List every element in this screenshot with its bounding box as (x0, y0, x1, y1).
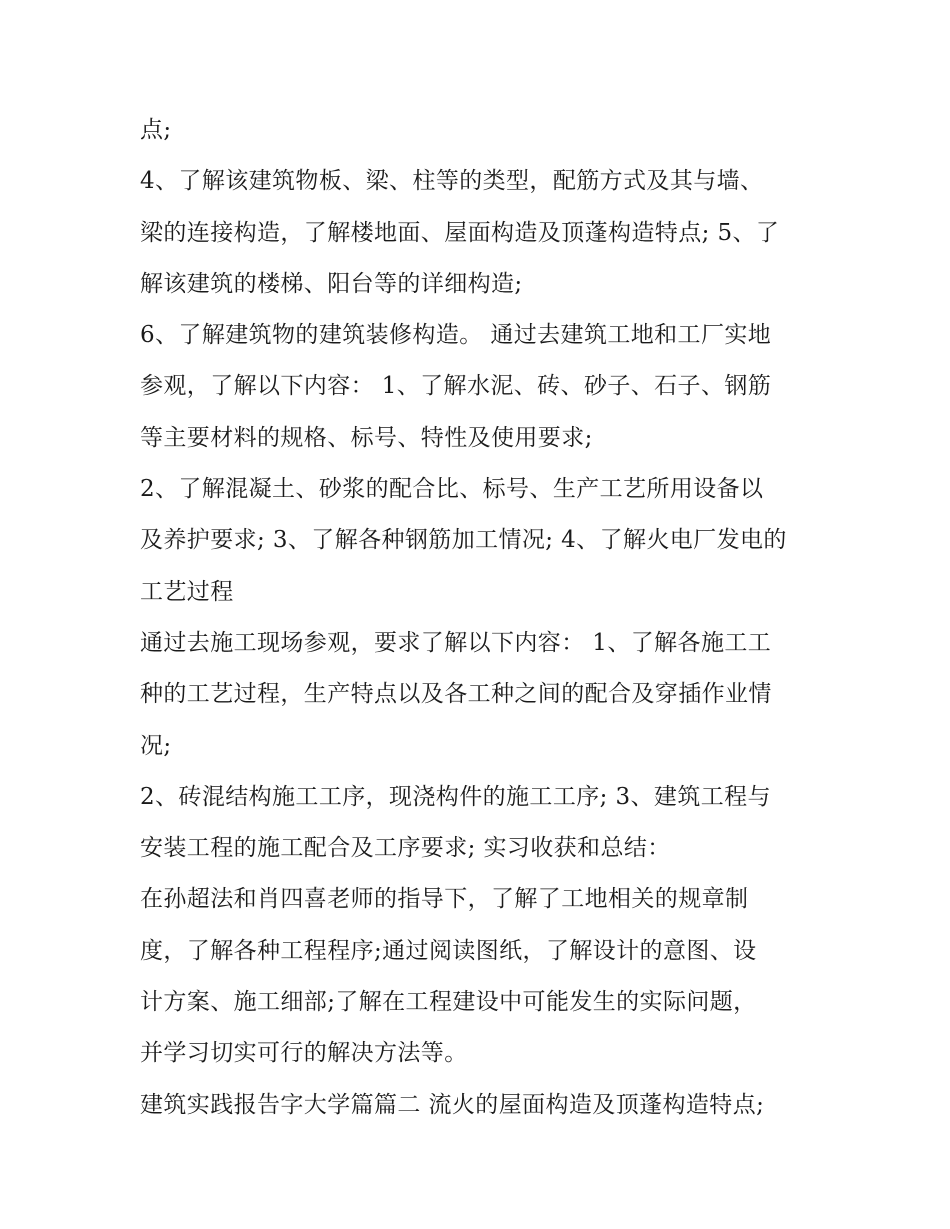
text-line: 2、砖混结构施工工序，现浇构件的施工工序; 3、建筑工程与 (140, 783, 771, 810)
document-body (140, 105, 820, 1131)
text-line: 度，了解各种工程程序;通过阅读图纸，了解设计的意图、设 (140, 937, 757, 964)
text-line: 6、了解建筑物的建筑装修构造。 通过去建筑工地和工厂实地 (140, 322, 772, 349)
text-line: 建筑实践报告字大学篇篇二 流火的屋面构造及顶蓬构造特点; (140, 1091, 765, 1118)
text-line: 安装工程的施工配合及工序要求; 实习收获和总结： (140, 835, 671, 862)
text-line: 况; (140, 732, 172, 759)
text-line: 4、了解该建筑物板、梁、柱等的类型，配筋方式及其与墙、 (140, 168, 764, 195)
text-line: 工艺过程 (140, 578, 234, 605)
text-line: 2、了解混凝土、砂浆的配合比、标号、生产工艺所用设备以 (140, 476, 764, 503)
text-line: 通过去施工现场参观，要求了解以下内容： 1、了解各施工工 (140, 629, 772, 656)
text-line: 及养护要求; 3、了解各种钢筋加工情况; 4、了解火电厂发电的 (140, 527, 787, 554)
text-line: 参观，了解以下内容： 1、了解水泥、砖、砂子、石子、钢筋 (140, 373, 772, 400)
text-line: 在孙超法和肖四喜老师的指导下，了解了工地相关的规章制 (140, 886, 749, 913)
text-line: 点; (140, 117, 172, 143)
text-line: 种的工艺过程，生产特点以及各工种之间的配合及穿插作业情 (140, 681, 772, 708)
text-line: 并学习切实可行的解决方法等。 (140, 1040, 468, 1067)
text-line: 计方案、施工细部;了解在工程建设中可能发生的实际问题， (140, 989, 757, 1016)
text-line: 等主要材料的规格、标号、特性及使用要求; (140, 424, 593, 451)
text-line: 解该建筑的楼梯、阳台等的详细构造; (140, 270, 523, 297)
text-line: 梁的连接构造，了解楼地面、屋面构造及顶蓬构造特点; 5、了 (140, 219, 780, 246)
